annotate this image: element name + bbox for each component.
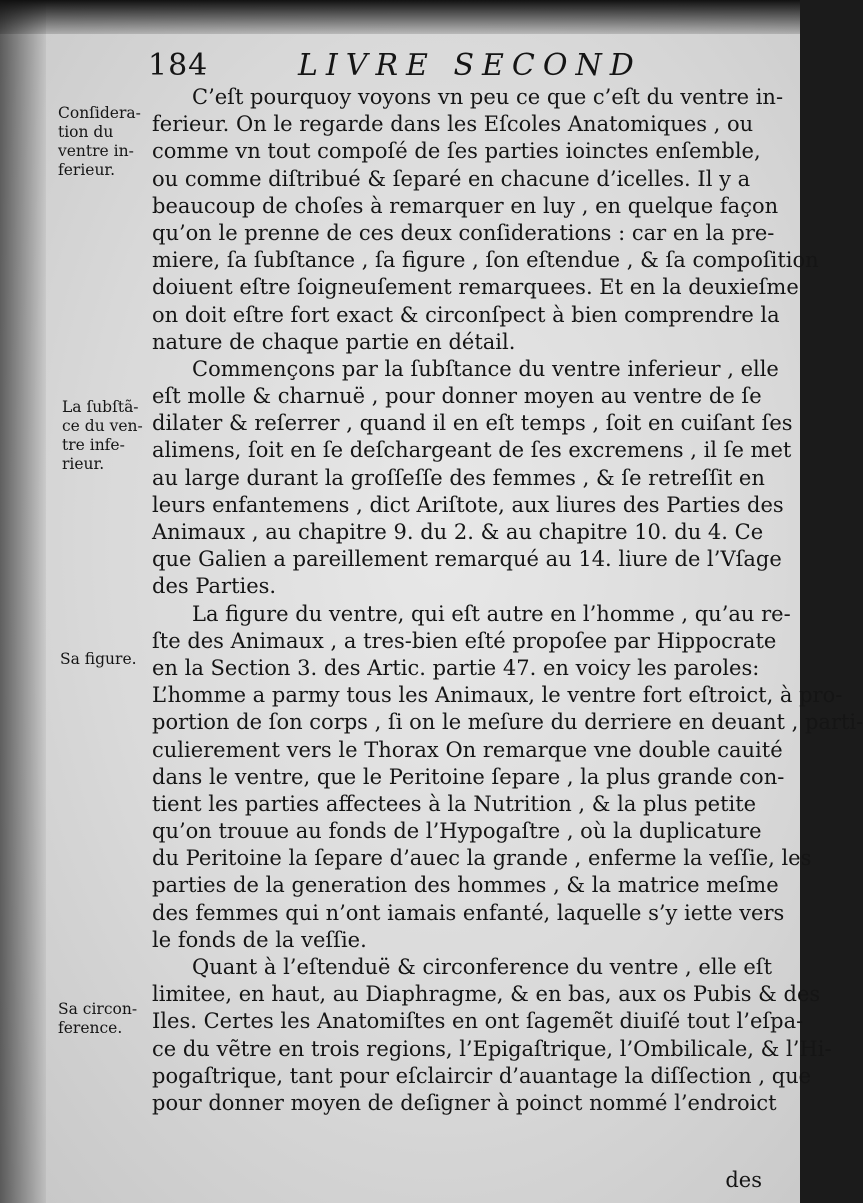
text-line: dans le ventre, que le Peritoine ſepare , la plus grande con- xyxy=(152,764,785,789)
text-line: ce du vẽtre en trois regions, l’Epigaſtrique, l’Ombilicale, & l’Hi- xyxy=(152,1036,832,1061)
page-header xyxy=(148,46,760,86)
text-line: pour donner moyen de deſigner à poinct nommé l’endroict xyxy=(152,1090,777,1115)
text-line: on doit eſtre fort exact & circonſpect à bien comprendre la xyxy=(152,302,780,327)
text-line: beaucoup de choſes à remarquer en luy , en quelque façon xyxy=(152,193,779,218)
text-line: culierement vers le Thorax On remarque vne double cauité xyxy=(152,737,783,762)
running-head: LIVRE SECOND xyxy=(298,48,642,83)
text-line: C’eſt pourquoy voyons vn peu ce que c’eſt du ventre in- xyxy=(192,85,784,109)
text-line: limitee, en haut, au Diaphragme, & en bas, aux os Pubis & des xyxy=(152,982,821,1007)
text-line: La figure du ventre, qui eſt autre en l’homme , qu’au re- xyxy=(192,601,791,626)
text-line: que Galien a pareillement remarqué au 14. liure de l’Vſage xyxy=(152,547,782,572)
text-line: tient les parties affectees à la Nutrition , & la plus petite xyxy=(152,791,757,816)
margin-note-substance: La ſubſtã- ce du ven- tre infe- rieur. xyxy=(62,398,143,473)
text-line: portion de ſon corps , ſi on le meſure du derriere en deuant , parti- xyxy=(152,710,863,735)
text-line: le fonds de la veſſie. xyxy=(152,927,367,952)
text-line: doiuent eſtre ſoigneuſement remarquees. Et en la deuxieſme xyxy=(152,275,799,300)
main-text xyxy=(152,84,863,1117)
top-edge-shadow xyxy=(0,0,800,34)
text-line: alimens, ſoit en ſe deſchargeant de ſes excremens , il ſe met xyxy=(152,438,792,463)
text-line: Iles. Certes les Anatomiſtes en ont ſagemẽt diuiſé tout l’eſpa- xyxy=(152,1009,804,1034)
text-line: en la Section 3. des Artic. partie 47. en voicy les paroles: xyxy=(152,655,760,680)
text-line: comme vn tout compoſé de ſes parties ioinctes enſemble, xyxy=(152,139,761,164)
margin-note-consideration: Conſidera- tion du ventre in- ferieur. xyxy=(58,104,141,179)
page-number: 184 xyxy=(148,48,209,83)
text-line: pogaſtrique, tant pour eſclaircir d’auantage la diſſection , que xyxy=(152,1063,812,1088)
margin-note-circumference: Sa circon- ference. xyxy=(58,1000,138,1037)
text-line: L’homme a parmy tous les Animaux, le ventre fort eſtroict, à pro- xyxy=(152,683,843,708)
text-line: des Parties. xyxy=(152,574,277,599)
margin-note-figure: Sa figure. xyxy=(60,650,137,668)
text-line: dilater & reſerrer , quand il en eſt temps , ſoit en cuiſant ſes xyxy=(152,411,793,436)
text-line: Animaux , au chapitre 9. du 2. & au chapitre 10. du 4. Ce xyxy=(152,520,764,544)
text-line: du Peritoine la ſepare d’auec la grande , enferme la veſſie, les xyxy=(152,846,812,871)
text-line: ferieur. On le regarde dans les Eſcoles Anatomiques , ou xyxy=(152,112,754,137)
text-line: des femmes qui n’ont iamais enfanté, laquelle s’y iette vers xyxy=(152,900,785,925)
gutter-shadow xyxy=(0,0,46,1203)
text-line: eſt molle & charnuë , pour donner moyen au ventre de ſe xyxy=(152,384,762,409)
text-line: miere, ſa ſubſtance , ſa figure , ſon eſtendue , & ſa compoſition xyxy=(152,248,819,273)
catchword: des xyxy=(725,1168,762,1192)
text-line: parties de la generation des hommes , & la matrice meſme xyxy=(152,873,779,898)
text-line: Commençons par la ſubſtance du ventre inferieur , elle xyxy=(192,356,779,381)
text-line: Quant à l’eſtenduë & circonference du ventre , elle eſt xyxy=(192,955,773,979)
text-line: au large durant la groſſeſſe des femmes , & ſe retreſſit en xyxy=(152,465,765,490)
text-line: ou comme diſtribué & ſeparé en chacune d’icelles. Il y a xyxy=(152,166,751,191)
text-line: qu’on le prenne de ces deux conſiderations : car en la pre- xyxy=(152,220,775,245)
text-line: nature de chaque partie en détail. xyxy=(152,329,516,354)
text-line: qu’on trouue au fonds de l’Hypogaſtre , où la duplicature xyxy=(152,819,762,844)
text-line: leurs enfantemens , dict Ariſtote, aux liures des Parties des xyxy=(152,492,784,517)
text-line: ſte des Animaux , a tres-bien eſté propoſee par Hippocrate xyxy=(152,628,777,653)
